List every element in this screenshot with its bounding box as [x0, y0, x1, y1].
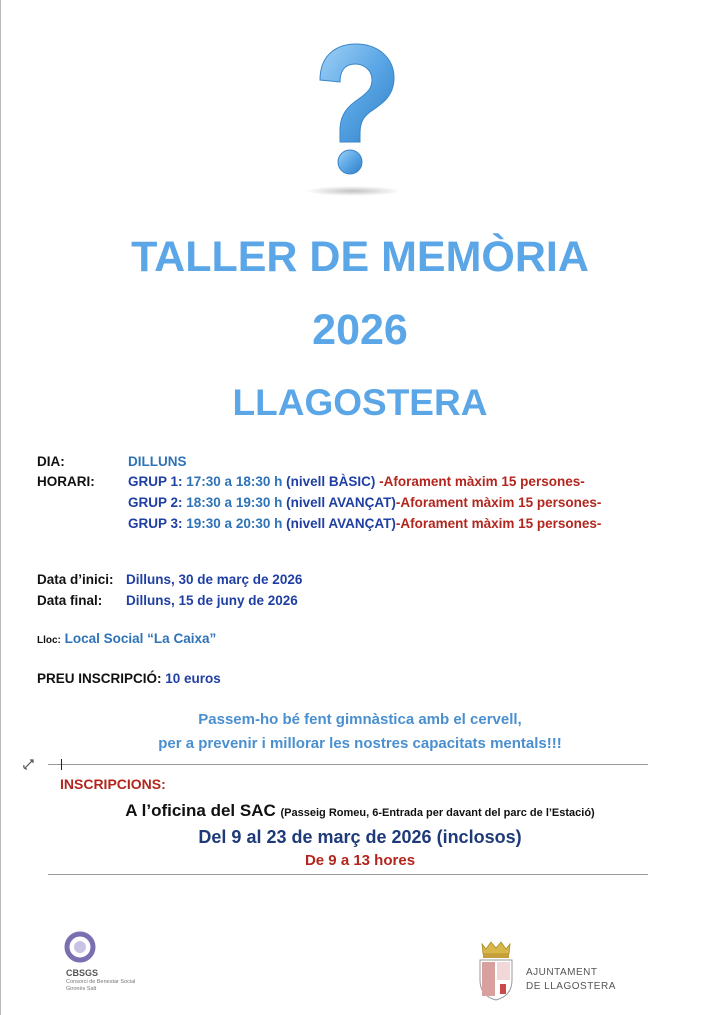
registration-office: [0, 801, 720, 821]
group-name: GRUP 1:: [128, 474, 183, 489]
place-row: [37, 631, 216, 646]
coat-of-arms-icon: [476, 940, 516, 1002]
anchor-icon: [22, 757, 38, 771]
group-level: (nivell AVANÇAT): [286, 495, 396, 510]
office-name: A l’oficina del SAC: [125, 801, 276, 820]
price-row: [37, 671, 221, 686]
registration-title: INSCRIPCIONS:: [60, 776, 166, 792]
cbsgs-subtitle: Consorci de Benestar Social: [66, 979, 136, 985]
question-mark-icon: [298, 38, 408, 198]
group-row: [128, 474, 585, 489]
group-row: [128, 516, 601, 531]
title-line-1: TALLER DE MEMÒRIA: [131, 233, 589, 281]
cbsgs-name: CBSGS: [66, 968, 99, 978]
place-label: Lloc:: [37, 635, 61, 646]
group-time: 18:30 a 19:30 h: [186, 495, 283, 510]
group-level: (nivell AVANÇAT): [286, 516, 396, 531]
cbsgs-subtitle: Gironès Salt: [66, 986, 97, 992]
group-row: [128, 495, 601, 510]
cbsgs-logo: [60, 930, 170, 1000]
end-date-label: Data final:: [37, 593, 103, 608]
ajuntament-line-2: DE LLAGOSTERA: [526, 981, 616, 992]
group-time: 17:30 a 18:30 h: [186, 474, 283, 489]
group-level: (nivell BÀSIC): [286, 474, 376, 489]
place-value: Local Social “La Caixa”: [64, 631, 217, 646]
day-label: DIA:: [37, 454, 65, 469]
time-label: HORARI:: [37, 474, 95, 489]
title-town: LLAGOSTERA: [232, 382, 488, 423]
group-capacity: -Aforament màxim 15 persones-: [395, 516, 602, 531]
cbsgs-emblem-icon: [60, 930, 104, 966]
ajuntament-logo: [476, 940, 656, 1005]
text-cursor: [61, 759, 62, 770]
price-label: PREU INSCRIPCIÓ:: [37, 671, 162, 686]
group-name: GRUP 2:: [128, 495, 183, 510]
office-address: (Passeig Romeu, 6-Entrada per davant del parc de l’Estació): [280, 807, 595, 819]
slogan-line-2: per a prevenir i millorar les nostres capacitats mentals!!!: [158, 735, 562, 752]
title-year: 2026: [312, 306, 408, 354]
price-value: 10 euros: [165, 671, 221, 686]
start-date-label: Data d’inici:: [37, 572, 114, 587]
group-capacity: -Aforament màxim 15 persones-: [395, 495, 602, 510]
section-divider: [48, 764, 648, 765]
registration-dates: Del 9 al 23 de març de 2026 (inclosos): [198, 827, 522, 847]
day-value: DILLUNS: [128, 454, 187, 469]
ajuntament-line-1: AJUNTAMENT: [526, 967, 598, 978]
group-capacity: -Aforament màxim 15 persones-: [379, 474, 585, 489]
start-date-value: Dilluns, 30 de març de 2026: [126, 572, 303, 587]
section-divider: [48, 874, 648, 875]
slogan-line-1: Passem-ho bé fent gimnàstica amb el cervell,: [198, 711, 522, 728]
group-time: 19:30 a 20:30 h: [186, 516, 283, 531]
end-date-value: Dilluns, 15 de juny de 2026: [126, 593, 298, 608]
group-name: GRUP 3:: [128, 516, 183, 531]
registration-hours: De 9 a 13 hores: [304, 852, 416, 869]
